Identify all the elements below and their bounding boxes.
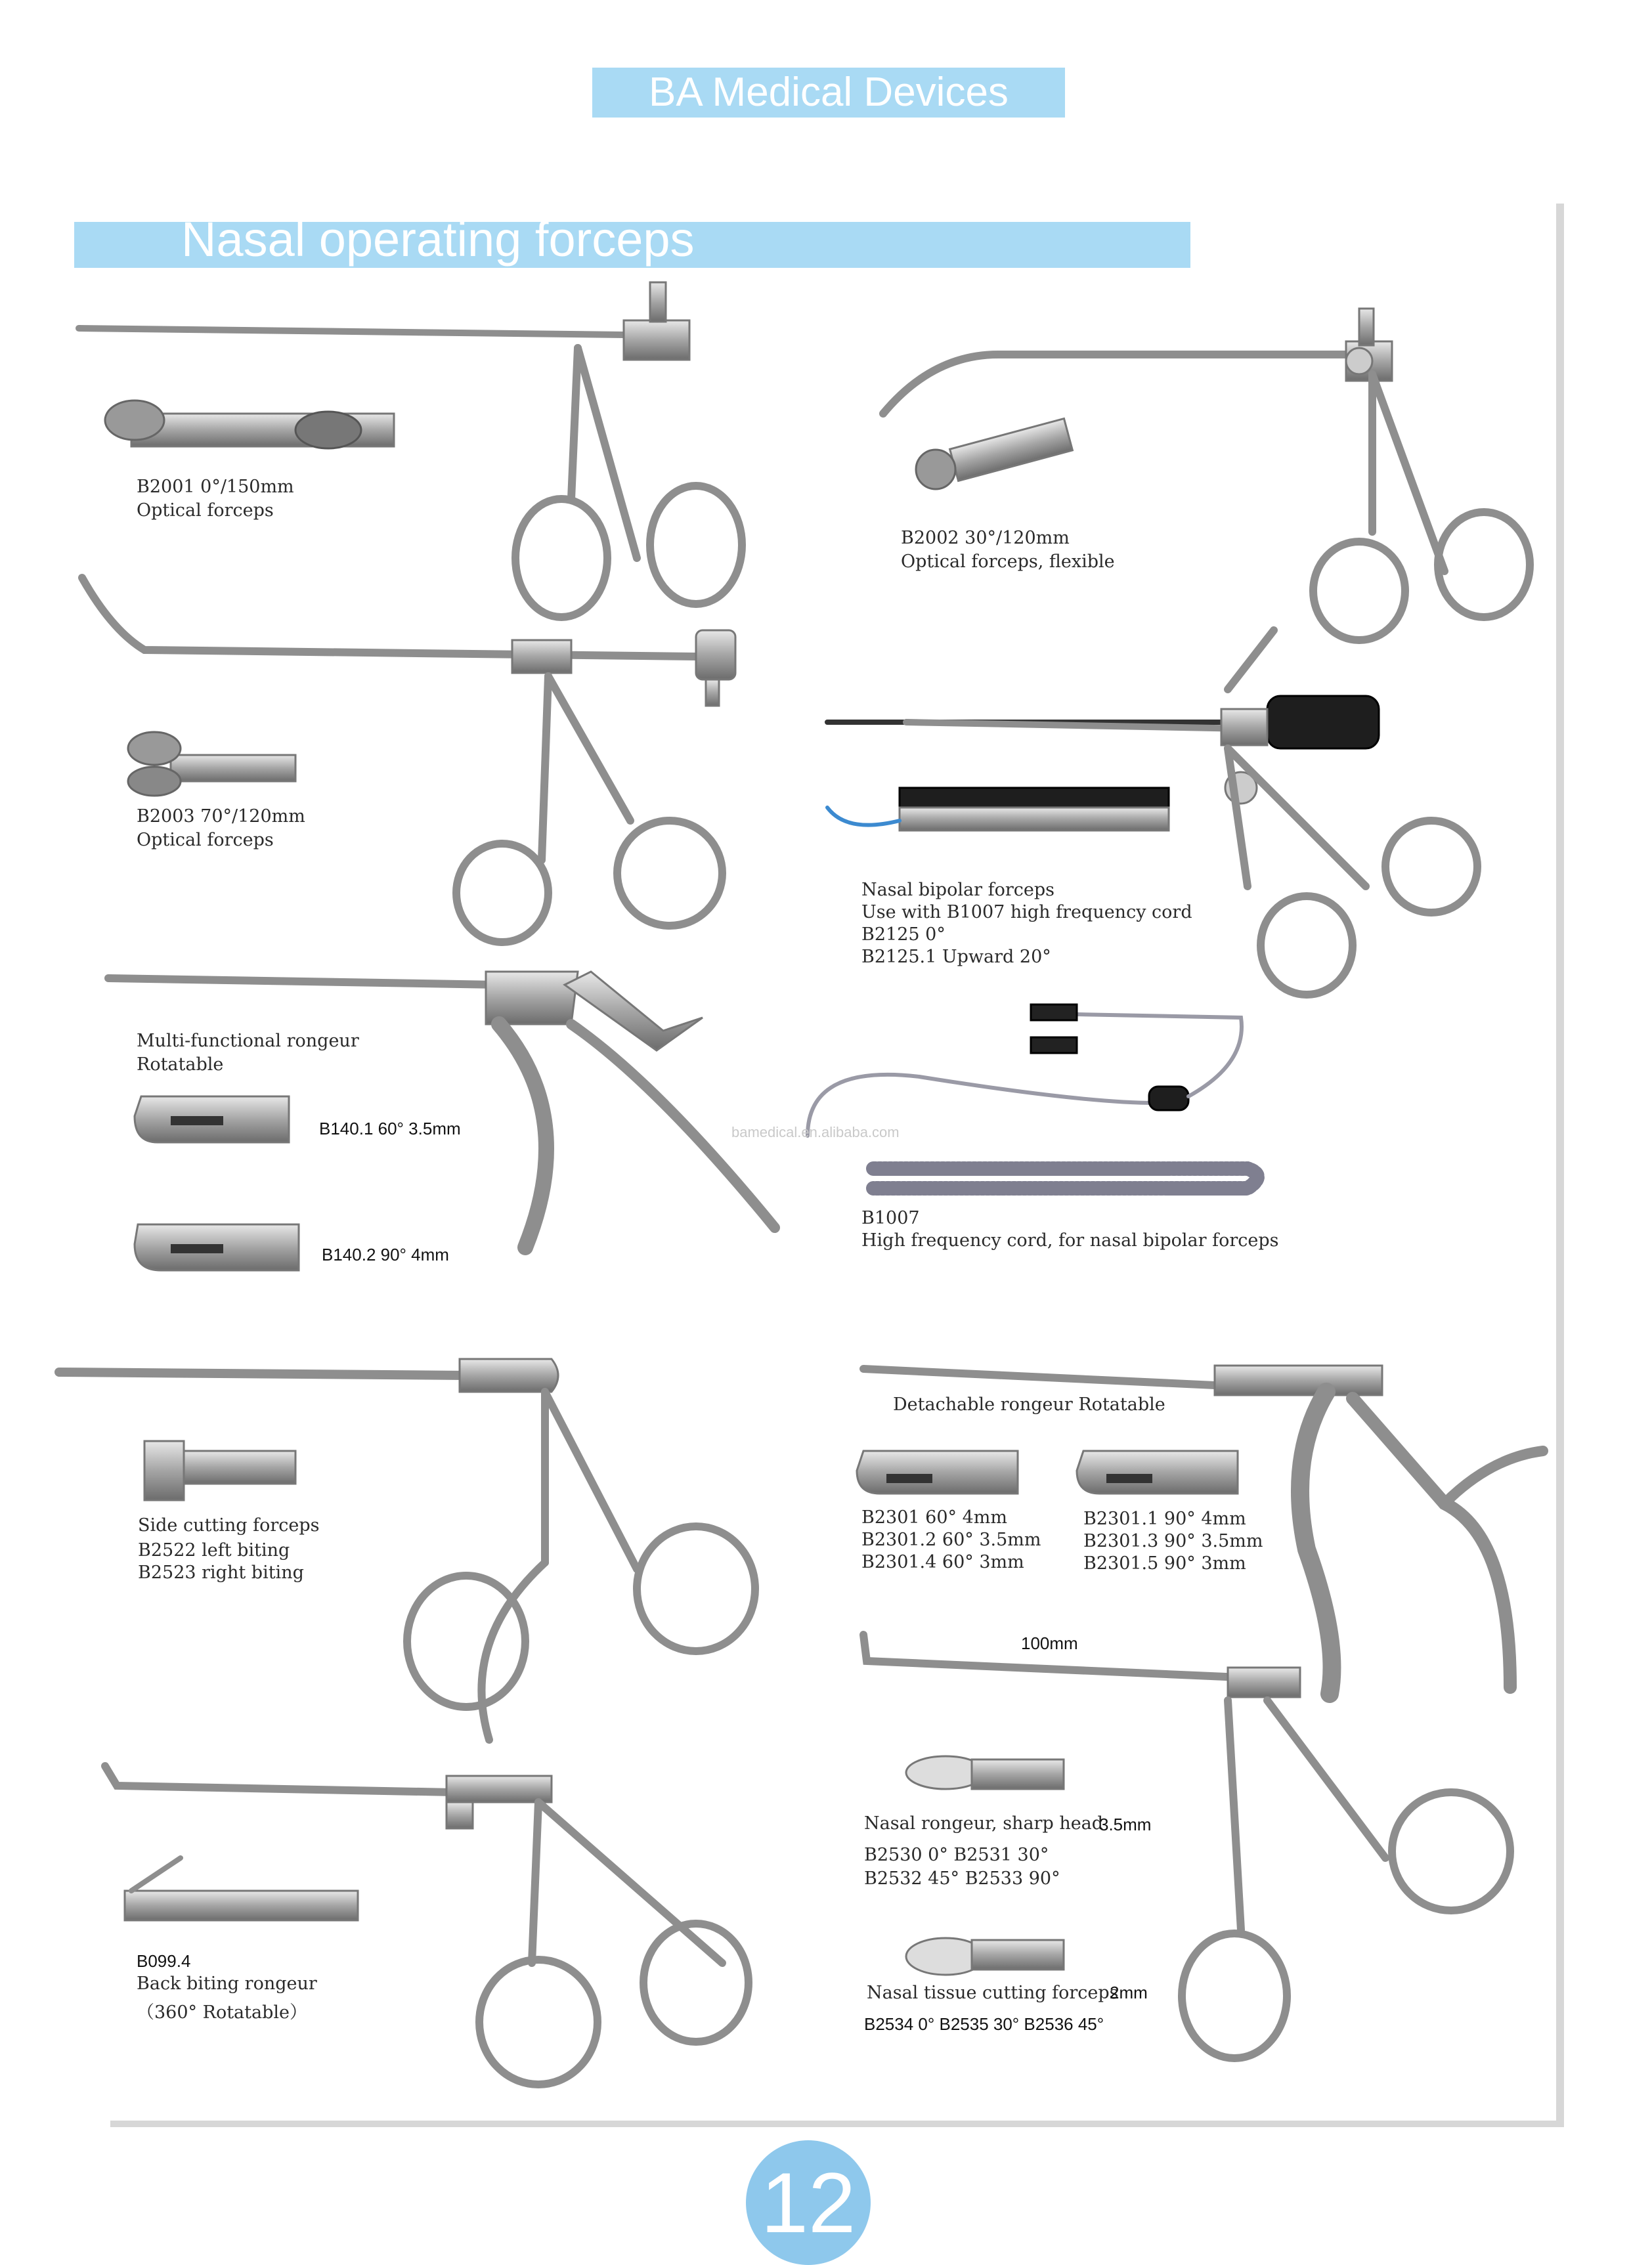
- tissue-cutting-tip: [906, 1938, 1064, 1975]
- section-title: Nasal operating forceps: [181, 212, 695, 267]
- bipolar-title: Nasal bipolar forceps: [861, 880, 1054, 900]
- page-number-badge: [746, 2140, 871, 2265]
- b2003-name: Optical forceps: [137, 830, 274, 850]
- bipolar-note: Use with B1007 high frequency cord: [861, 902, 1192, 922]
- b2001-tip: [105, 400, 394, 448]
- rongeur-tip-60-label: B140.1 60° 3.5mm: [319, 1119, 461, 1138]
- b2002-name: Optical forceps, flexible: [901, 551, 1115, 572]
- b2001-code: B2001 0°/150mm: [137, 477, 294, 497]
- detachable-left-1: B2301 60° 4mm: [861, 1507, 1007, 1528]
- cord-description: High frequency cord, for nasal bipolar forceps: [861, 1230, 1279, 1251]
- rongeur-tip-90-label: B140.2 90° 4mm: [322, 1245, 449, 1264]
- b2003-code: B2003 70°/120mm: [137, 806, 305, 827]
- page-number: 12: [760, 2155, 856, 2251]
- rongeur-tip-60: [135, 1096, 289, 1142]
- cord-illustration: [808, 1004, 1257, 1188]
- back-biting-rotatable: （360° Rotatable）: [137, 2002, 307, 2023]
- detachable-right-3: B2301.5 90° 3mm: [1083, 1553, 1246, 1574]
- b2001-name: Optical forceps: [137, 500, 274, 521]
- detachable-tip-60: [857, 1451, 1018, 1494]
- b2001-instrument: [79, 282, 742, 617]
- b2003-tip: [128, 732, 295, 796]
- watermark: bamedical.en.alibaba.com: [731, 1124, 900, 1140]
- detachable-right-1: B2301.1 90° 4mm: [1083, 1509, 1246, 1529]
- cord-code: B1007: [861, 1208, 920, 1228]
- sharp-head-size: 3.5mm: [1099, 1815, 1152, 1834]
- detachable-right-2: B2301.3 90° 3.5mm: [1083, 1531, 1263, 1551]
- side-cutting-title: Side cutting forceps: [138, 1515, 320, 1536]
- sharp-head-models-1: B2530 0° B2531 30°: [864, 1845, 1049, 1865]
- back-biting-code: B099.4: [137, 1951, 191, 1971]
- b2002-code: B2002 30°/120mm: [901, 528, 1070, 548]
- detachable-left-3: B2301.4 60° 3mm: [861, 1552, 1024, 1572]
- sharp-head-models-2: B2532 45° B2533 90°: [864, 1868, 1060, 1889]
- rongeur-tip-90: [135, 1224, 299, 1270]
- back-biting-instrument: [105, 1766, 749, 2084]
- side-cutting-tip: [144, 1441, 295, 1500]
- rongeur-subtitle: Rotatable: [137, 1054, 224, 1075]
- rongeur-title: Multi-functional rongeur: [137, 1031, 359, 1051]
- tissue-cutting-size: 2mm: [1110, 1983, 1148, 2002]
- sharp-head-tip: [906, 1756, 1064, 1789]
- bipolar-model-20: B2125.1 Upward 20°: [861, 947, 1051, 967]
- sharp-head-length: 100mm: [1021, 1633, 1078, 1653]
- tissue-cutting-title: Nasal tissue cutting forceps: [867, 1983, 1119, 2003]
- b2002-tip: [916, 419, 1072, 489]
- detachable-title: Detachable rongeur Rotatable: [893, 1394, 1165, 1415]
- tissue-cutting-models: B2534 0° B2535 30° B2536 45°: [864, 2014, 1104, 2034]
- bipolar-model-0: B2125 0°: [861, 924, 946, 945]
- sharp-head-title: Nasal rongeur, sharp head: [864, 1813, 1104, 1834]
- detachable-tip-90: [1077, 1451, 1238, 1494]
- side-cutting-left: B2522 left biting: [138, 1540, 290, 1561]
- back-biting-tip: [125, 1858, 358, 1920]
- bipolar-tip: [827, 788, 1169, 830]
- back-biting-name: Back biting rongeur: [137, 1974, 317, 1994]
- side-cutting-right: B2523 right biting: [138, 1563, 304, 1583]
- brand-title: BA Medical Devices: [649, 70, 1009, 115]
- detachable-left-2: B2301.2 60° 3.5mm: [861, 1530, 1041, 1550]
